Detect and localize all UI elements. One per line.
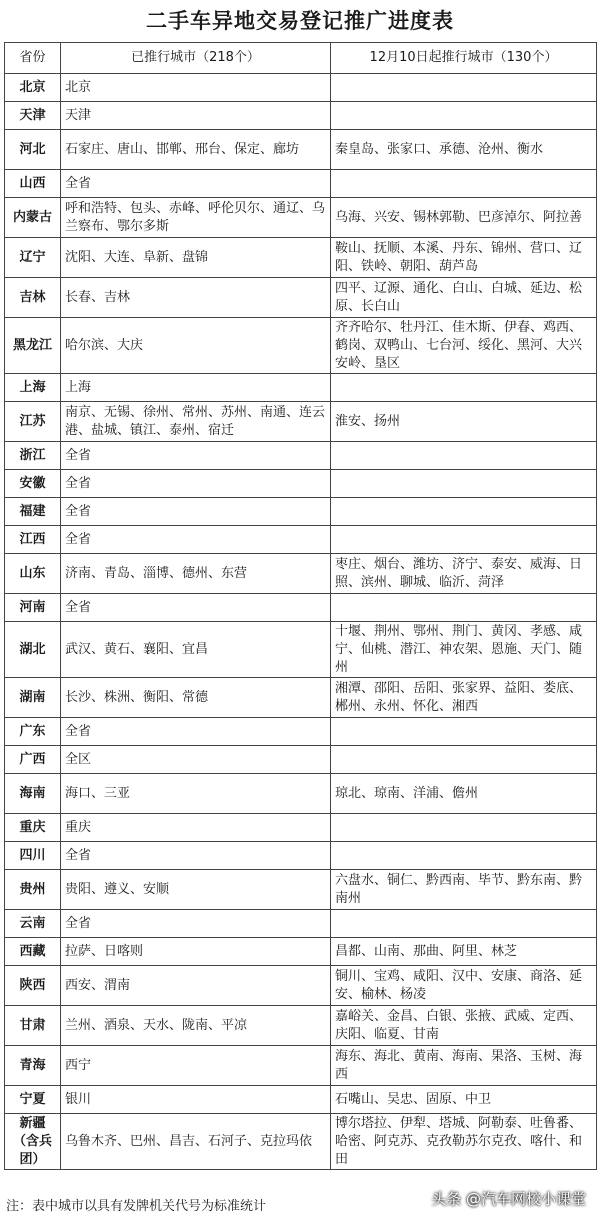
province-cell: 贵州 — [5, 870, 61, 910]
done-cities-cell: 长沙、株洲、衡阳、常德 — [61, 678, 331, 718]
done-cities-cell: 沈阳、大连、阜新、盘锦 — [61, 238, 331, 278]
table-row — [5, 526, 597, 554]
new-cities-cell: 琼北、琼南、洋浦、儋州 — [331, 774, 597, 814]
done-cities-cell: 全省 — [61, 842, 331, 870]
done-cities-cell: 全省 — [61, 910, 331, 938]
province-cell: 辽宁 — [5, 238, 61, 278]
new-cities-cell: 石嘴山、吴忠、固原、中卫 — [331, 1086, 597, 1114]
province-cell: 福建 — [5, 498, 61, 526]
progress-table — [4, 42, 597, 1170]
done-cities-cell: 南京、无锡、徐州、常州、苏州、南通、连云港、盐城、镇江、泰州、宿迁 — [61, 402, 331, 442]
new-cities-cell — [331, 718, 597, 746]
new-cities-cell: 四平、辽源、通化、白山、白城、延边、松原、长白山 — [331, 278, 597, 318]
table-row — [5, 938, 597, 966]
province-cell: 宁夏 — [5, 1086, 61, 1114]
province-cell: 广西 — [5, 746, 61, 774]
province-cell: 新疆（含兵团） — [5, 1114, 61, 1170]
done-cities-cell: 长春、吉林 — [61, 278, 331, 318]
done-cities-cell: 石家庄、唐山、邯郸、邢台、保定、廊坊 — [61, 130, 331, 170]
done-cities-cell: 海口、三亚 — [61, 774, 331, 814]
province-cell: 甘肃 — [5, 1006, 61, 1046]
province-cell: 安徽 — [5, 470, 61, 498]
table-row — [5, 402, 597, 442]
table-row — [5, 198, 597, 238]
province-cell: 天津 — [5, 102, 61, 130]
table-row — [5, 910, 597, 938]
province-cell: 江苏 — [5, 402, 61, 442]
table-row — [5, 842, 597, 870]
new-cities-cell: 湘潭、邵阳、岳阳、张家界、益阳、娄底、郴州、永州、怀化、湘西 — [331, 678, 597, 718]
new-cities-cell — [331, 442, 597, 470]
table-row — [5, 1046, 597, 1086]
done-cities-cell: 全省 — [61, 442, 331, 470]
province-cell: 吉林 — [5, 278, 61, 318]
new-cities-cell — [331, 746, 597, 774]
province-cell: 广东 — [5, 718, 61, 746]
done-cities-cell: 全省 — [61, 470, 331, 498]
province-cell: 河北 — [5, 130, 61, 170]
table-row — [5, 170, 597, 198]
new-cities-cell — [331, 74, 597, 102]
table-row — [5, 746, 597, 774]
header-province: 省份 — [5, 43, 61, 74]
province-cell: 上海 — [5, 374, 61, 402]
done-cities-cell: 银川 — [61, 1086, 331, 1114]
table-row — [5, 678, 597, 718]
table-row — [5, 774, 597, 814]
table-row — [5, 498, 597, 526]
page-title: 二手车异地交易登记推广进度表 — [146, 8, 454, 33]
new-cities-cell: 秦皇岛、张家口、承德、沧州、衡水 — [331, 130, 597, 170]
new-cities-cell: 齐齐哈尔、牡丹江、佳木斯、伊春、鸡西、鹤岗、双鸭山、七台河、绥化、黑河、大兴安岭、垦区 — [331, 318, 597, 374]
header-done-cities: 已推行城市（218个） — [61, 43, 331, 74]
province-cell: 西藏 — [5, 938, 61, 966]
new-cities-cell — [331, 102, 597, 130]
province-cell: 黑龙江 — [5, 318, 61, 374]
table-row — [5, 374, 597, 402]
done-cities-cell: 全省 — [61, 718, 331, 746]
done-cities-cell: 全省 — [61, 594, 331, 622]
new-cities-cell: 鞍山、抚顺、本溪、丹东、锦州、营口、辽阳、铁岭、朝阳、葫芦岛 — [331, 238, 597, 278]
done-cities-cell: 全省 — [61, 526, 331, 554]
done-cities-cell: 全省 — [61, 170, 331, 198]
table-row — [5, 554, 597, 594]
table-row — [5, 278, 597, 318]
province-cell: 陕西 — [5, 966, 61, 1006]
new-cities-cell: 乌海、兴安、锡林郭勒、巴彦淖尔、阿拉善 — [331, 198, 597, 238]
done-cities-cell: 乌鲁木齐、巴州、昌吉、石河子、克拉玛依 — [61, 1114, 331, 1170]
new-cities-cell: 淮安、扬州 — [331, 402, 597, 442]
province-cell: 河南 — [5, 594, 61, 622]
done-cities-cell: 全省 — [61, 498, 331, 526]
new-cities-cell — [331, 594, 597, 622]
province-cell: 浙江 — [5, 442, 61, 470]
new-cities-cell: 铜川、宝鸡、咸阳、汉中、安康、商洛、延安、榆林、杨凌 — [331, 966, 597, 1006]
new-cities-cell — [331, 498, 597, 526]
province-cell: 云南 — [5, 910, 61, 938]
new-cities-cell — [331, 526, 597, 554]
done-cities-cell: 济南、青岛、淄博、德州、东营 — [61, 554, 331, 594]
province-cell: 湖南 — [5, 678, 61, 718]
table-row — [5, 1114, 597, 1170]
province-cell: 四川 — [5, 842, 61, 870]
province-cell: 山东 — [5, 554, 61, 594]
province-cell: 北京 — [5, 74, 61, 102]
table-row — [5, 1006, 597, 1046]
done-cities-cell: 重庆 — [61, 814, 331, 842]
done-cities-cell: 武汉、黄石、襄阳、宜昌 — [61, 622, 331, 678]
done-cities-cell: 拉萨、日喀则 — [61, 938, 331, 966]
table-row — [5, 442, 597, 470]
province-cell: 重庆 — [5, 814, 61, 842]
footnote: 注：表中城市以具有发牌机关代号为标准统计 — [6, 1199, 267, 1214]
table-row — [5, 594, 597, 622]
done-cities-cell: 上海 — [61, 374, 331, 402]
table-row — [5, 966, 597, 1006]
watermark: 头条 @汽车网校小课堂 — [431, 1190, 586, 1208]
new-cities-cell: 嘉峪关、金昌、白银、张掖、武威、定西、庆阳、临夏、甘南 — [331, 1006, 597, 1046]
table-row — [5, 622, 597, 678]
new-cities-cell — [331, 910, 597, 938]
new-cities-cell: 枣庄、烟台、潍坊、济宁、泰安、威海、日照、滨州、聊城、临沂、菏泽 — [331, 554, 597, 594]
province-cell: 青海 — [5, 1046, 61, 1086]
table-row — [5, 102, 597, 130]
province-cell: 内蒙古 — [5, 198, 61, 238]
table-row — [5, 814, 597, 842]
new-cities-cell — [331, 842, 597, 870]
new-cities-cell: 六盘水、铜仁、黔西南、毕节、黔东南、黔南州 — [331, 870, 597, 910]
done-cities-cell: 全区 — [61, 746, 331, 774]
new-cities-cell: 十堰、荆州、鄂州、荆门、黄冈、孝感、咸宁、仙桃、潜江、神农架、恩施、天门、随州 — [331, 622, 597, 678]
done-cities-cell: 北京 — [61, 74, 331, 102]
table-row — [5, 238, 597, 278]
table-header-row — [5, 43, 597, 74]
table-body — [5, 74, 597, 1170]
province-cell: 山西 — [5, 170, 61, 198]
new-cities-cell — [331, 814, 597, 842]
table-row — [5, 1086, 597, 1114]
new-cities-cell — [331, 470, 597, 498]
province-cell: 湖北 — [5, 622, 61, 678]
table-row — [5, 718, 597, 746]
province-cell: 海南 — [5, 774, 61, 814]
done-cities-cell: 贵阳、遵义、安顺 — [61, 870, 331, 910]
done-cities-cell: 天津 — [61, 102, 331, 130]
header-new-cities: 12月10日起推行城市（130个） — [331, 43, 597, 74]
done-cities-cell: 呼和浩特、包头、赤峰、呼伦贝尔、通辽、乌兰察布、鄂尔多斯 — [61, 198, 331, 238]
done-cities-cell: 哈尔滨、大庆 — [61, 318, 331, 374]
province-cell: 江西 — [5, 526, 61, 554]
new-cities-cell: 博尔塔拉、伊犁、塔城、阿勒泰、吐鲁番、哈密、阿克苏、克孜勒苏尔克孜、喀什、和田 — [331, 1114, 597, 1170]
table-row — [5, 870, 597, 910]
done-cities-cell: 西安、渭南 — [61, 966, 331, 1006]
table-row — [5, 74, 597, 102]
new-cities-cell: 昌都、山南、那曲、阿里、林芝 — [331, 938, 597, 966]
table-row — [5, 318, 597, 374]
new-cities-cell: 海东、海北、黄南、海南、果洛、玉树、海西 — [331, 1046, 597, 1086]
done-cities-cell: 西宁 — [61, 1046, 331, 1086]
new-cities-cell — [331, 374, 597, 402]
table-row — [5, 470, 597, 498]
done-cities-cell: 兰州、酒泉、天水、陇南、平凉 — [61, 1006, 331, 1046]
table-row — [5, 130, 597, 170]
new-cities-cell — [331, 170, 597, 198]
